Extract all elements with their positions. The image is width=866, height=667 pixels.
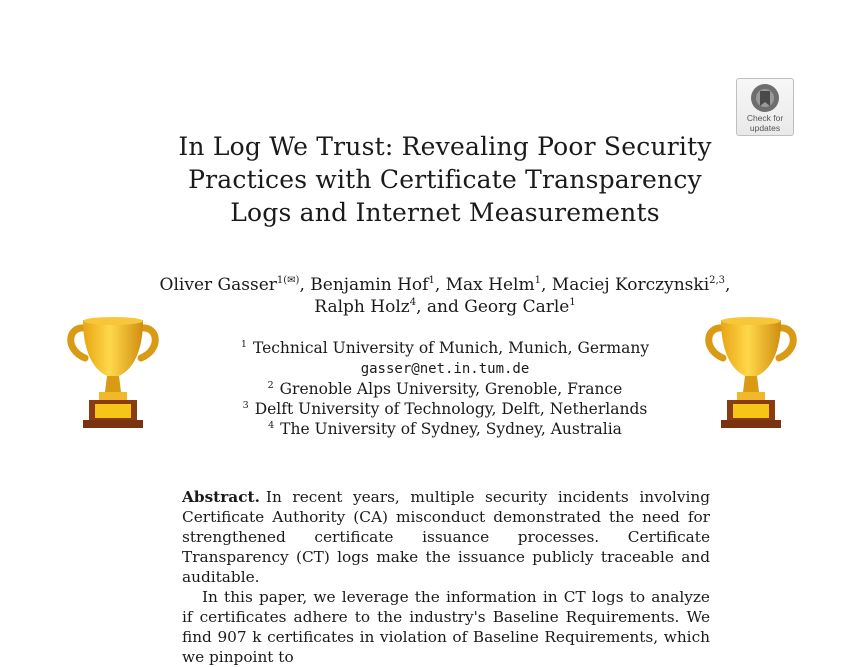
author-name: Maciej Korczynski xyxy=(551,275,710,295)
author-separator: , xyxy=(540,275,552,295)
author-affil-mark: 1 xyxy=(534,275,541,286)
abstract-text-1: In recent years, multiple security incidents involving Certificate Authority (CA) misconduct demonstrated the need for strengthened certificate issuance processes. Certificate Transparency (CT) logs make the issuance publicly traceable and auditable. xyxy=(182,488,710,586)
affiliation-number: 1 xyxy=(240,339,247,350)
author-separator: , xyxy=(299,275,311,295)
contact-email[interactable] xyxy=(200,358,690,379)
affiliation-item xyxy=(200,338,690,358)
abstract-heading: Abstract. xyxy=(182,488,260,506)
affiliation-number: 4 xyxy=(268,420,275,431)
abstract xyxy=(182,487,710,667)
author-name: Ralph Holz xyxy=(314,297,410,317)
author-separator: , and xyxy=(416,297,465,317)
author-affil-mark: 1(✉) xyxy=(276,275,300,286)
trophy-icon xyxy=(62,314,164,432)
author-affil-mark: 1 xyxy=(428,275,435,286)
badge-label-line2: updates xyxy=(749,123,781,133)
paper-title xyxy=(130,130,760,229)
author-affil-mark: 1 xyxy=(569,297,576,308)
author-name: Max Helm xyxy=(445,275,535,295)
affiliation-text: Grenoble Alps University, Grenoble, France xyxy=(279,380,623,398)
check-for-updates-badge[interactable] xyxy=(736,78,794,136)
badge-label-line1: Check for xyxy=(746,113,784,123)
affiliation-list xyxy=(200,338,690,439)
affiliation-item xyxy=(200,399,690,419)
title-line-1: In Log We Trust: Revealing Poor Security xyxy=(178,132,712,161)
author-affil-mark: 4 xyxy=(409,297,417,308)
author-affil-mark: 2,3 xyxy=(709,275,726,286)
author-separator: , xyxy=(434,275,446,295)
author-separator: , xyxy=(725,275,731,295)
title-line-3: Logs and Internet Measurements xyxy=(230,198,660,227)
affiliation-text: Delft University of Technology, Delft, Netherlands xyxy=(254,400,648,418)
affiliation-text: Technical University of Munich, Munich, Germany xyxy=(252,339,650,357)
author-line-1 xyxy=(140,274,750,296)
author-list xyxy=(140,274,750,318)
author-name: Georg Carle xyxy=(464,297,570,317)
title-line-2: Practices with Certificate Transparency xyxy=(188,165,702,194)
abstract-paragraph-1 xyxy=(182,487,710,587)
crossmark-icon xyxy=(750,83,780,113)
trophy-icon xyxy=(700,314,802,432)
affiliation-number: 3 xyxy=(242,400,249,411)
abstract-text-2: In this paper, we leverage the information in CT logs to analyze if certificates adhere to the industry's Baseline Requirements. We find 907 k certificates in violation of Baseline Requirements, which we pinpoint to xyxy=(182,588,710,666)
affiliation-text: The University of Sydney, Sydney, Australia xyxy=(280,420,622,438)
author-line-2 xyxy=(140,296,750,318)
email-text[interactable]: gasser@net.in.tum.de xyxy=(360,361,530,377)
affiliation-number: 2 xyxy=(267,380,274,391)
affiliation-item xyxy=(200,379,690,399)
affiliation-item xyxy=(200,419,690,439)
author-name: Oliver Gasser xyxy=(159,275,277,295)
author-name: Benjamin Hof xyxy=(310,275,429,295)
abstract-paragraph-2 xyxy=(182,587,710,667)
